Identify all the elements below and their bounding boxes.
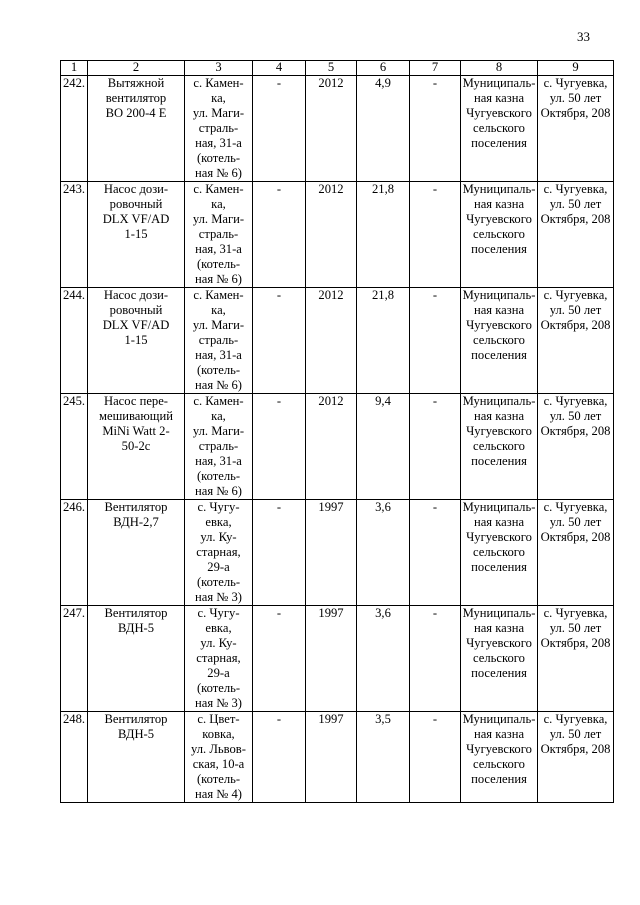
table-row [61,712,614,803]
column-7-value: - [410,712,461,803]
table-header-row [61,61,614,76]
item-value: 3,6 [357,606,410,712]
item-value: 4,9 [357,76,410,182]
item-year: 1997 [306,606,357,712]
row-number: 242. [61,76,88,182]
item-owner: Муниципаль- ная казна Чугуевского сельского поселения [461,606,538,712]
item-location: с. Чугуевка, ул. 50 лет Октября, 208 [538,394,614,500]
column-header: 1 [61,61,88,76]
row-number: 243. [61,182,88,288]
column-4-value: - [253,606,306,712]
column-4-value: - [253,500,306,606]
item-address: с. Камен- ка, ул. Маги- страль- ная, 31-а (котель- ная № 6) [185,288,253,394]
table-row [61,76,614,182]
table-row [61,394,614,500]
item-address: с. Камен- ка, ул. Маги- страль- ная, 31-а (котель- ная № 6) [185,76,253,182]
item-year: 1997 [306,712,357,803]
table-row [61,288,614,394]
column-header: 3 [185,61,253,76]
column-4-value: - [253,288,306,394]
item-year: 2012 [306,394,357,500]
item-name: Насос дози- ровочный DLX VF/AD 1-15 [88,288,185,394]
item-year: 2012 [306,76,357,182]
column-header: 9 [538,61,614,76]
item-value: 21,8 [357,182,410,288]
row-number: 248. [61,712,88,803]
column-header: 2 [88,61,185,76]
item-location: с. Чугуевка, ул. 50 лет Октября, 208 [538,712,614,803]
table-row [61,606,614,712]
item-location: с. Чугуевка, ул. 50 лет Октября, 208 [538,76,614,182]
item-address: с. Цвет- ковка, ул. Львов- ская, 10-а (котель- ная № 4) [185,712,253,803]
item-location: с. Чугуевка, ул. 50 лет Октября, 208 [538,288,614,394]
column-4-value: - [253,76,306,182]
item-owner: Муниципаль- ная казна Чугуевского сельского поселения [461,500,538,606]
row-number: 245. [61,394,88,500]
item-location: с. Чугуевка, ул. 50 лет Октября, 208 [538,606,614,712]
column-7-value: - [410,182,461,288]
column-header: 8 [461,61,538,76]
column-header: 6 [357,61,410,76]
column-4-value: - [253,182,306,288]
item-owner: Муниципаль- ная казна Чугуевского сельского поселения [461,76,538,182]
property-registry-table [60,60,614,803]
column-header: 4 [253,61,306,76]
item-name: Насос пере- мешивающий MiNi Watt 2- 50-2с [88,394,185,500]
item-year: 1997 [306,500,357,606]
row-number: 246. [61,500,88,606]
item-owner: Муниципаль- ная казна Чугуевского сельского поселения [461,394,538,500]
item-value: 3,6 [357,500,410,606]
table-row [61,500,614,606]
column-7-value: - [410,76,461,182]
item-year: 2012 [306,288,357,394]
column-header: 5 [306,61,357,76]
item-address: с. Камен- ка, ул. Маги- страль- ная, 31-а (котель- ная № 6) [185,394,253,500]
item-value: 9,4 [357,394,410,500]
item-year: 2012 [306,182,357,288]
item-location: с. Чугуевка, ул. 50 лет Октября, 208 [538,182,614,288]
item-value: 21,8 [357,288,410,394]
item-location: с. Чугуевка, ул. 50 лет Октября, 208 [538,500,614,606]
item-name: Насос дози- ровочный DLX VF/AD 1-15 [88,182,185,288]
column-7-value: - [410,288,461,394]
column-7-value: - [410,606,461,712]
item-owner: Муниципаль- ная казна Чугуевского сельского поселения [461,288,538,394]
item-owner: Муниципаль- ная казна Чугуевского сельского поселения [461,182,538,288]
row-number: 247. [61,606,88,712]
column-4-value: - [253,712,306,803]
item-name: Вентилятор ВДН-5 [88,712,185,803]
table-row [61,182,614,288]
item-address: с. Чугу- евка, ул. Ку- старная, 29-а (котель- ная № 3) [185,500,253,606]
item-name: Вытяжной вентилятор ВО 200-4 Е [88,76,185,182]
column-7-value: - [410,500,461,606]
item-name: Вентилятор ВДН-5 [88,606,185,712]
column-header: 7 [410,61,461,76]
row-number: 244. [61,288,88,394]
item-name: Вентилятор ВДН-2,7 [88,500,185,606]
item-address: с. Чугу- евка, ул. Ку- старная, 29-а (котель- ная № 3) [185,606,253,712]
column-4-value: - [253,394,306,500]
item-value: 3,5 [357,712,410,803]
column-7-value: - [410,394,461,500]
page-number: 33 [577,29,590,44]
item-owner: Муниципаль- ная казна Чугуевского сельского поселения [461,712,538,803]
item-address: с. Камен- ка, ул. Маги- страль- ная, 31-а (котель- ная № 6) [185,182,253,288]
